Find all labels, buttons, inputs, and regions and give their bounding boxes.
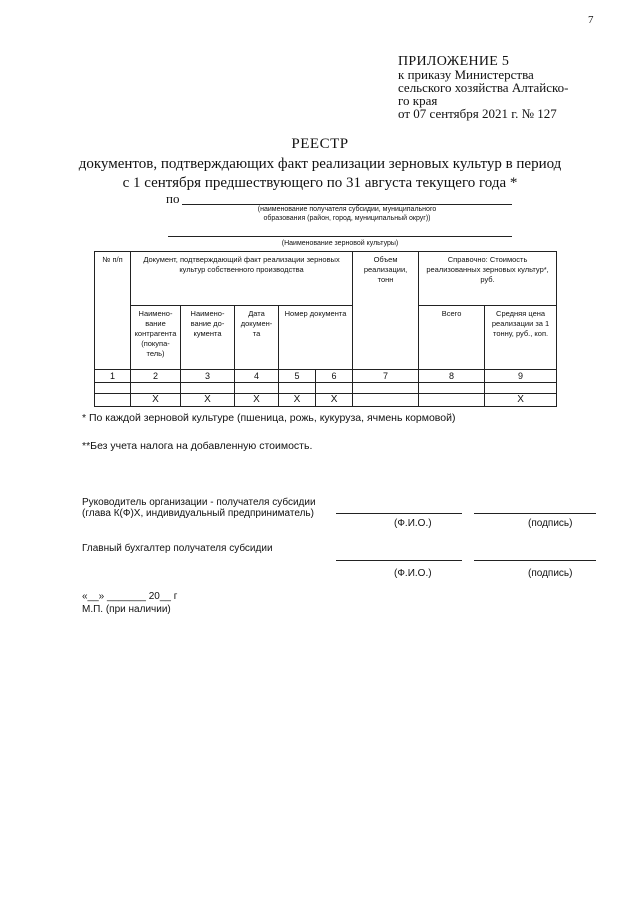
fio-caption: (Ф.И.О.) — [394, 518, 432, 529]
column-number: 3 — [181, 370, 235, 383]
footnote-vat: **Без учета налога на добавленную стоимость. — [82, 440, 313, 452]
column-number: 5 — [279, 370, 316, 383]
table-cell: X — [485, 394, 557, 407]
table-cell — [95, 383, 131, 394]
column-number: 8 — [419, 370, 485, 383]
table-cell — [131, 383, 181, 394]
appendix-line: к приказу Министерства — [398, 67, 534, 82]
date-line: «__» _______ 20__ г — [82, 591, 178, 602]
header-docdate: Дата докумен-та — [235, 306, 279, 370]
column-number: 2 — [131, 370, 181, 383]
po-label: по — [166, 191, 180, 206]
fio-line — [336, 560, 462, 561]
column-number: 4 — [235, 370, 279, 383]
title-subline: с 1 сентября предшествующего по 31 августа текущего года * — [122, 175, 518, 191]
appendix-title: ПРИЛОЖЕНИЕ 5 — [398, 54, 510, 69]
table-cell — [279, 383, 316, 394]
fio-caption: (Ф.И.О.) — [394, 568, 432, 579]
table-row — [95, 383, 557, 394]
appendix-line: го края — [398, 93, 438, 108]
signature-caption: (подпись) — [528, 518, 573, 529]
crop-caption: (Наименование зерновой культуры) — [281, 240, 399, 247]
page-title: РЕЕСТР — [291, 136, 349, 152]
accountant-label: Главный бухгалтер получателя субсидии — [82, 543, 273, 554]
appendix-line: сельского хозяйства Алтайско- — [398, 80, 569, 95]
table-cell — [353, 394, 419, 407]
column-number: 7 — [353, 370, 419, 383]
table-cell — [181, 383, 235, 394]
column-number: 9 — [485, 370, 557, 383]
stamp-label: М.П. (при наличии) — [82, 604, 171, 615]
table-cell — [485, 383, 557, 394]
header-volume: Объем реализации, тонн — [353, 252, 419, 370]
table-cell: X — [279, 394, 316, 407]
footnote-crop: * По каждой зерновой культуре (пшеница, рожь, кукуруза, ячмень кормовой) — [82, 412, 456, 424]
column-number: 1 — [95, 370, 131, 383]
header-total: Всего — [419, 306, 485, 370]
title-subline: документов, подтверждающих факт реализации зерновых культур в период — [78, 156, 562, 172]
x-row — [95, 394, 557, 407]
column-number-row — [95, 370, 557, 383]
caption-line: (наименование получателя субсидии, муниципального — [257, 206, 437, 213]
table-cell: X — [131, 394, 181, 407]
head-label-line: (глава К(Ф)Х, индивидуальный предприниматель) — [82, 508, 314, 519]
header-docname: Наимено-вание до-кумента — [181, 306, 235, 370]
table-cell: X — [316, 394, 353, 407]
table-cell — [235, 383, 279, 394]
signature-line — [474, 513, 596, 514]
header-reference: Справочно: Стоимость реализованных зерновых культур*, руб. — [419, 252, 557, 306]
fio-line — [336, 513, 462, 514]
header-document: Документ, подтверждающий факт реализации зерновых культур собственного производства — [131, 252, 353, 306]
header-num: № п/п — [95, 252, 131, 370]
caption-line: образования (район, город, муниципальный округ)) — [263, 215, 431, 222]
crop-underline — [168, 236, 512, 237]
table-cell — [419, 394, 485, 407]
table-cell — [419, 383, 485, 394]
appendix-line: от 07 сентября 2021 г. № 127 — [398, 106, 557, 121]
head-label-line: Руководитель организации - получателя субсидии — [82, 497, 316, 508]
recipient-caption — [182, 205, 512, 223]
header-docnumber: Номер документа — [279, 306, 353, 370]
table-cell: X — [181, 394, 235, 407]
appendix-block — [398, 55, 608, 120]
head-label — [82, 497, 316, 519]
table-cell — [95, 394, 131, 407]
header-avgprice: Средняя цена реализации за 1 тонну, руб., коп. — [485, 306, 557, 370]
column-number: 6 — [316, 370, 353, 383]
table-cell: X — [235, 394, 279, 407]
signature-caption: (подпись) — [528, 568, 573, 579]
signature-line — [474, 560, 596, 561]
page-number: 7 — [588, 14, 594, 26]
registry-table — [94, 251, 557, 407]
header-counterparty: Наимено-вание контрагента (покупа-тель) — [131, 306, 181, 370]
table-cell — [353, 383, 419, 394]
table-cell — [316, 383, 353, 394]
